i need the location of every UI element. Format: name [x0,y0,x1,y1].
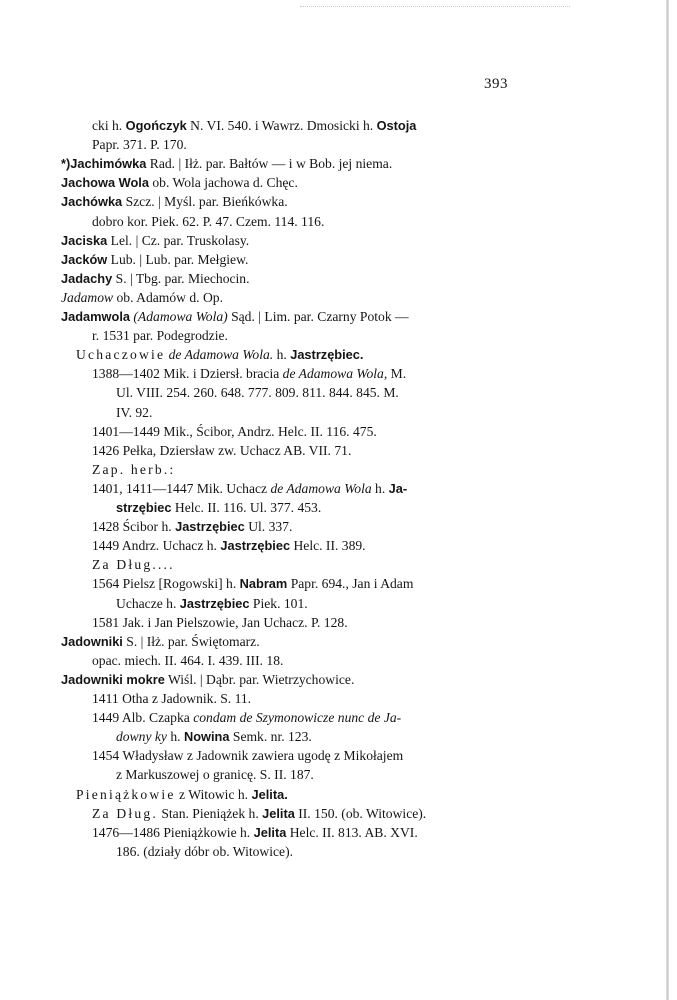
text-segment: 1411 Otha z Jadownik. S. 11. [92,691,252,706]
text-segment: dobro kor. Piek. 62. P. 47. Czem. 114. 116. [92,213,325,229]
bold-entry: Ostoja [376,118,417,133]
text-segment: 1454 Władysław z Jadownik zawiera ugodę z Mikołajem [92,748,404,764]
italic-text: de Adamowa Wola, [282,366,388,382]
text-segment: z Witowic h. [175,786,252,802]
text-line [61,308,409,327]
text-line [61,251,248,270]
bold-entry: Jadachy [61,270,113,286]
bold-entry: Nowina [183,729,230,745]
text-segment: h. [273,347,291,363]
text-segment: Papr. 694., Jan i Adam [287,576,414,592]
text-segment: 1564 Pielsz [Rogowski] h. [92,576,240,592]
text-segment: z Markuszowej o granicę. S. II. 187. [116,767,314,783]
text-segment: Semk. nr. 123. [229,729,312,745]
text-line [92,480,407,499]
text-segment: Ul. VIII. 254. 260. 648. 777. 809. 811. 844. 845. M. [116,385,399,401]
text-segment: Wiśl. | Dąbr. par. Wietrzychowice. [164,671,355,687]
text-segment: h. [166,729,184,745]
text-segment: M. [387,366,407,382]
text-line [61,232,249,251]
bold-entry: Jastrzębiec [179,595,250,611]
bold-entry: strzębiec [116,500,172,515]
text-line [92,824,418,843]
italic-text: (Adamowa Wola) [133,309,228,324]
text-segment: 186. (działy dóbr ob. Witowice). [116,843,294,859]
text-segment: 1449 Andrz. Uchacz h. [92,538,221,554]
text-line [92,136,187,155]
text-line [92,518,292,537]
text-segment: 1401—1449 Mik., Ścibor, Andrz. Helc. II. 116. 475. [92,423,377,439]
text-line [92,575,413,594]
bold-entry: Jastrzębiec [220,538,291,554]
text-line [92,442,351,461]
text-line [116,404,152,423]
text-segment: Helc. II. 389. [290,538,366,554]
text-segment: IV. 92. [116,404,153,420]
spaced-text: Za Dług. [92,805,158,821]
bold-entry: Jachówka [61,194,123,210]
text-line [92,461,175,480]
bold-entry: Jastrzębiec [175,519,245,535]
bold-entry: Jadowniki mokre [61,671,165,687]
text-segment: r. 1531 par. Podegrodzie. [92,328,228,344]
text-segment: Piek. 101. [249,595,308,611]
text-line [61,174,298,193]
text-segment: S. | Tbg. par. Miechocin. [112,270,250,286]
text-segment: Papr. 371. P. 170. [92,137,187,153]
bold-entry: Ogończyk [125,118,187,133]
text-line [92,213,324,232]
text-segment: S. | Iłż. par. Świętomarz. [122,633,260,649]
text-segment: Lel. | Cz. par. Truskolasy. [107,232,250,248]
text-line [92,365,406,384]
spaced-text: Pieniążkowie [76,786,176,802]
bold-entry: Ja- [388,480,408,496]
spaced-text: Za Dług.... [92,557,175,573]
text-line [92,327,228,346]
text-segment: Helc. II. 116. Ul. 377. 453. [171,500,322,515]
bold-entry: Jelita [253,824,287,840]
text-line [116,766,314,785]
text-line [92,117,416,136]
italic-text: Jadamow [61,289,114,305]
bold-entry: *)Jachimówka [61,156,147,172]
text-segment: h. [371,480,389,496]
text-segment: 1401, 1411—1447 Mik. Uchacz [92,480,271,496]
bold-entry: Nabram [239,576,288,592]
text-line [61,155,392,174]
text-line [116,595,308,614]
bold-entry: Jastrzębiec. [290,347,364,363]
text-segment: 1428 Ścibor h. [92,519,176,535]
text-segment: Rad. | Iłż. par. Bałtów — i w Bob. jej niema. [146,156,393,172]
text-segment: cki h. [92,118,126,133]
text-line [92,690,251,709]
bold-entry: Jadamwola [61,309,130,324]
text-segment: Ul. 337. [244,519,293,535]
bold-entry: Jelita [262,805,295,821]
text-segment: Uchacze h. [116,595,180,611]
bold-entry: Jadowniki [61,633,123,649]
text-line [92,747,403,766]
text-segment: Lub. | Lub. par. Mełgiew. [107,251,249,267]
text-line [116,728,312,747]
italic-text: de Adamowa Wola. [168,347,274,363]
scan-artifact-top [300,6,570,8]
text-segment: Sąd. | Lim. par. Czarny Potok — [227,309,409,324]
bold-entry: Jachowa Wola [61,175,149,191]
spaced-text: Zap. herb.: [92,461,176,477]
text-segment: ob. Adamów d. Op. [113,289,223,305]
spaced-text: Uchaczowie [76,347,166,363]
text-line [92,537,366,556]
italic-text: downy ky [116,729,167,745]
page-number: 393 [484,76,508,92]
scan-artifact-edge [666,0,669,1000]
text-line [61,270,250,289]
text-line [61,633,260,652]
text-segment: 1581 Jak. i Jan Pielszowie, Jan Uchacz. P. 128. [92,614,348,630]
text-segment: Stan. Pieniążek h. [157,805,263,821]
italic-text: condam de Szymonowicze nunc de Ja- [193,710,402,726]
text-line [61,289,223,308]
text-segment: 1476—1486 Pieniążkowie h. [92,824,254,840]
text-line [116,499,321,518]
text-segment: opac. miech. II. 464. I. 439. III. 18. [92,652,284,668]
text-line [116,384,399,403]
text-line [61,671,354,690]
text-line [76,786,288,805]
text-segment: 1426 Pełka, Dziersław zw. Uchacz AB. VII. 71. [92,442,352,458]
bold-entry: Jelita. [251,786,288,802]
text-segment: Helc. II. 813. AB. XVI. [286,824,418,840]
text-line [116,843,293,862]
bold-entry: Jacków [61,251,108,267]
text-segment: ob. Wola jachowa d. Chęc. [148,175,298,191]
text-line [92,709,401,728]
text-line [92,556,175,575]
text-segment: II. 150. (ob. Witowice). [294,805,427,821]
text-line [76,346,363,365]
text-line [61,193,288,212]
text-line [92,423,377,442]
text-segment: 1449 Alb. Czapka [92,710,194,726]
text-line [92,805,426,824]
text-segment: Szcz. | Myśl. par. Bieńkówka. [122,194,288,210]
text-line [92,614,348,633]
text-line [92,652,283,671]
text-segment: N. VI. 540. i Wawrz. Dmosicki h. [186,118,377,133]
italic-text: de Adamowa Wola [270,480,372,496]
bold-entry: Jaciska [61,232,108,248]
text-segment: 1388—1402 Mik. i Dziersł. bracia [92,366,283,382]
